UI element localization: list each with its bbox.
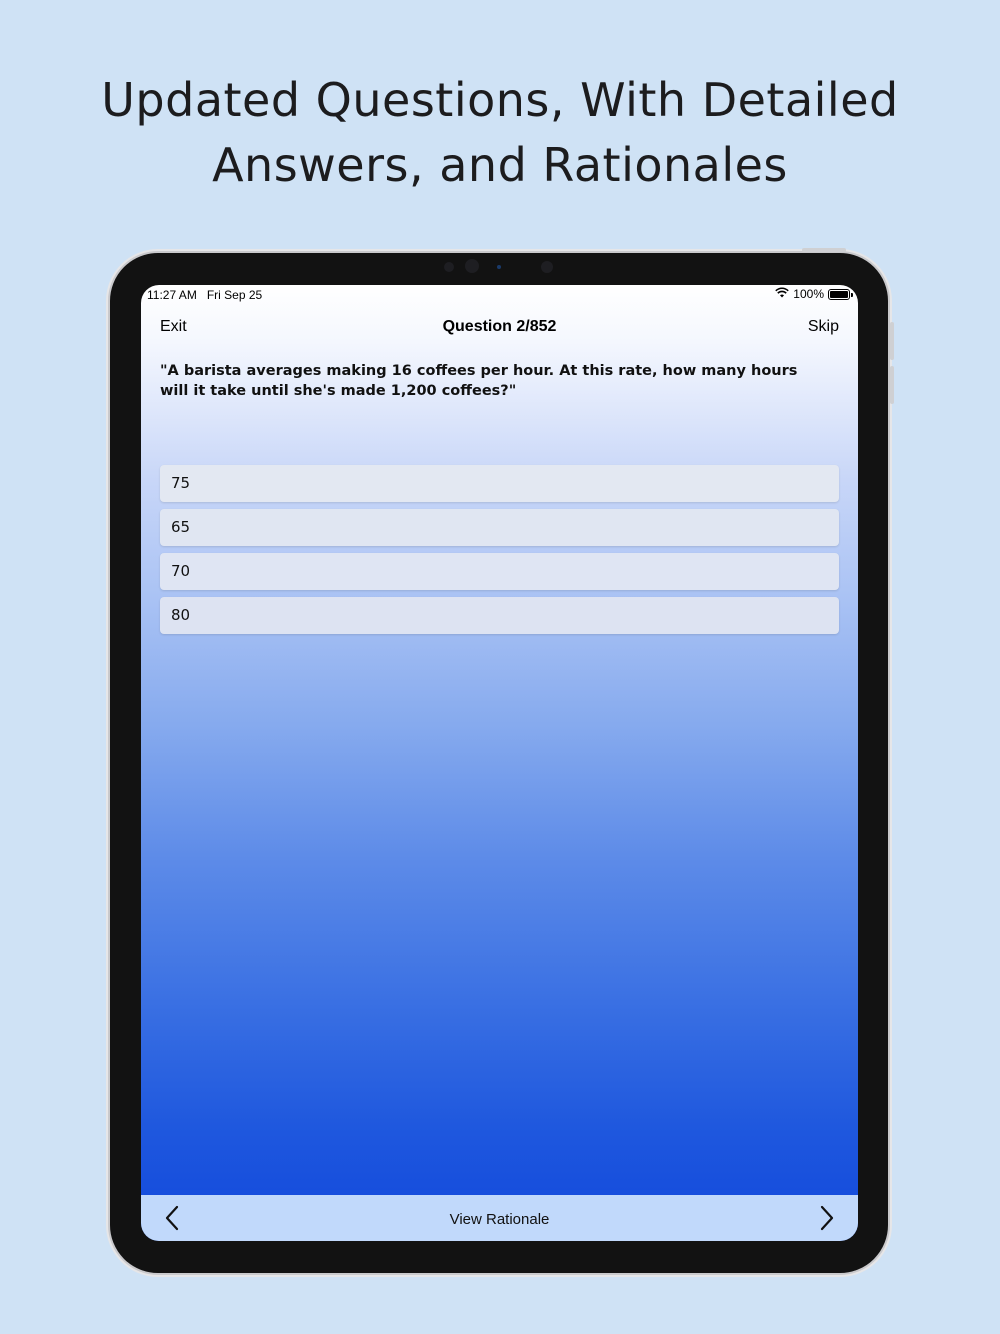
battery-percent: 100% xyxy=(793,287,824,301)
answer-option[interactable]: 80 xyxy=(160,597,839,634)
skip-button[interactable]: Skip xyxy=(807,318,839,335)
volume-up-button xyxy=(890,322,894,360)
nav-bar xyxy=(141,315,858,341)
exit-button[interactable]: Exit xyxy=(160,318,187,335)
headline xyxy=(0,68,1000,198)
status-indicators xyxy=(775,287,850,301)
chevron-left-icon xyxy=(161,1204,185,1232)
status-clock: 11:27 AM xyxy=(147,288,197,302)
camera-indicator xyxy=(497,265,501,269)
battery-icon xyxy=(828,289,850,300)
previous-question-button[interactable] xyxy=(161,1204,185,1232)
answer-option[interactable]: 75 xyxy=(160,465,839,502)
bottom-toolbar xyxy=(141,1195,858,1241)
camera-flash xyxy=(541,261,553,273)
wifi-icon xyxy=(775,287,789,301)
next-question-button[interactable] xyxy=(814,1204,838,1232)
view-rationale-button[interactable]: View Rationale xyxy=(449,1211,550,1228)
status-date: Fri Sep 25 xyxy=(206,288,263,302)
answer-option[interactable]: 65 xyxy=(160,509,839,546)
status-time xyxy=(147,288,262,302)
top-button xyxy=(802,248,846,252)
camera-sensor xyxy=(444,262,454,272)
camera-lens xyxy=(465,259,479,273)
answer-list xyxy=(160,465,839,641)
status-bar xyxy=(141,285,858,305)
headline-line-2: Answers, and Rationales xyxy=(212,138,788,192)
question-text: "A barista averages making 16 coffees per hour. At this rate, how many hours will it take until she's made 1,200 coffees?" xyxy=(160,363,798,399)
app-screen xyxy=(141,285,858,1241)
volume-down-button xyxy=(890,366,894,404)
chevron-right-icon xyxy=(814,1204,838,1232)
answer-option[interactable]: 70 xyxy=(160,553,839,590)
headline-line-1: Updated Questions, With Detailed xyxy=(101,73,899,127)
question-counter-title: Question 2/852 xyxy=(442,318,557,335)
